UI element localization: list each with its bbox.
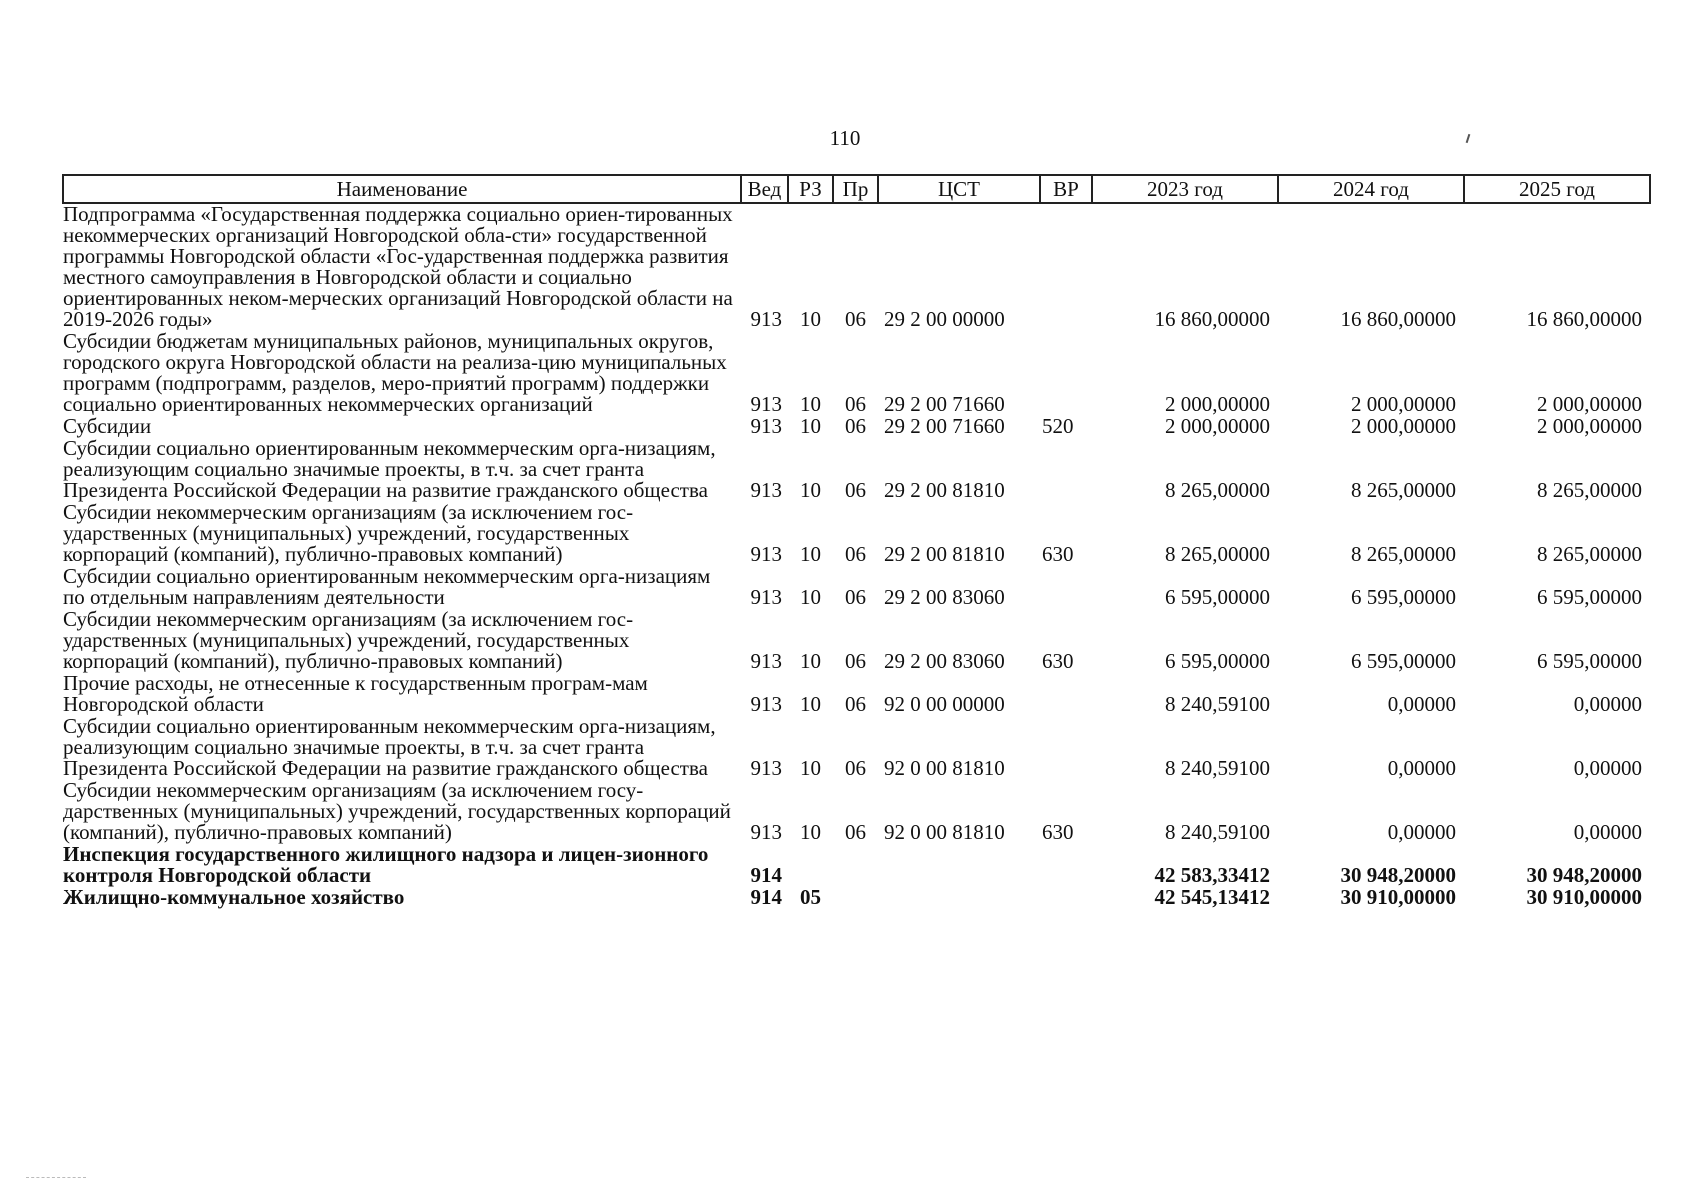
- cell-vr: 630: [1042, 542, 1074, 566]
- cell-vr: [1040, 438, 1092, 502]
- cell-name: Прочие расходы, не отнесенные к государственным програм-мам Новгородской области: [63, 671, 648, 716]
- cell-vr: 630: [1042, 820, 1074, 844]
- cell-rz: 10: [800, 756, 821, 780]
- cell-y2023: 42 583,33412: [1154, 863, 1270, 887]
- cell-ved: 913: [750, 649, 782, 673]
- cell-rz: 10: [800, 307, 821, 331]
- cell-rz: 10: [800, 392, 821, 416]
- cell-y2024: 0,00000: [1387, 692, 1456, 716]
- cell-y2024: 30 910,00000: [1340, 885, 1456, 909]
- cell-rz: 10: [800, 414, 821, 438]
- cell-vr: [1040, 673, 1092, 716]
- cell-name: Субсидии: [63, 414, 152, 438]
- table-row: [63, 566, 1650, 609]
- cell-rz: 10: [800, 820, 821, 844]
- cell-vr: [1040, 844, 1092, 887]
- cell-pr: 06: [845, 478, 866, 502]
- cell-ved: 913: [750, 478, 782, 502]
- cell-rz: 10: [800, 542, 821, 566]
- scan-mark: [1466, 134, 1471, 143]
- cell-y2025: 0,00000: [1573, 820, 1642, 844]
- cell-name: Субсидии бюджетам муниципальных районов, муниципальных округов, городского округа Новгородской области на реализа-цию муниципальных программ (подпрограмм, разделов, меро-приятий программ) поддержки социально ориентированных некоммерческих организаций: [63, 329, 727, 416]
- cell-y2024: 2 000,00000: [1351, 392, 1456, 416]
- cell-y2024: 6 595,00000: [1351, 649, 1456, 673]
- cell-y2024: 0,00000: [1387, 756, 1456, 780]
- cell-y2024: 2 000,00000: [1351, 414, 1456, 438]
- table-row: [63, 887, 1650, 909]
- cell-ved: 913: [750, 542, 782, 566]
- cell-y2025: 0,00000: [1573, 692, 1642, 716]
- cell-vr: [1040, 887, 1092, 909]
- cell-rz: 05: [800, 885, 821, 909]
- cell-cst: 92 0 00 81810: [884, 820, 1005, 844]
- cell-y2024: 8 265,00000: [1351, 478, 1456, 502]
- cell-vr: [1040, 566, 1092, 609]
- cell-pr: [833, 844, 878, 887]
- cell-cst: 29 2 00 83060: [884, 649, 1005, 673]
- cell-ved: 914: [750, 885, 782, 909]
- cell-ved: 913: [750, 307, 782, 331]
- cell-y2025: 0,00000: [1573, 756, 1642, 780]
- cell-pr: 06: [845, 392, 866, 416]
- cell-pr: 06: [845, 585, 866, 609]
- header-2024: 2024 год: [1278, 175, 1464, 203]
- cell-pr: 06: [845, 756, 866, 780]
- cell-vr: [1040, 716, 1092, 780]
- cell-y2025: 2 000,00000: [1537, 392, 1642, 416]
- cell-y2025: 30 910,00000: [1526, 885, 1642, 909]
- cell-name: Жилищно-коммунальное хозяйство: [63, 885, 405, 909]
- header-2025: 2025 год: [1464, 175, 1650, 203]
- header-ved: Вед: [741, 175, 788, 203]
- cell-y2024: 8 265,00000: [1351, 542, 1456, 566]
- cell-ved: 913: [750, 414, 782, 438]
- cell-name: Субсидии некоммерческим организациям (за исключением гос-ударственных (муниципальных) учреждений, государственных корпораций (компаний), публично-правовых компаний): [63, 607, 634, 673]
- cell-ved: 913: [750, 692, 782, 716]
- cell-cst: 29 2 00 71660: [884, 414, 1005, 438]
- cell-cst: 29 2 00 00000: [884, 307, 1005, 331]
- cell-cst: [878, 887, 1040, 909]
- cell-name: Субсидии социально ориентированным некоммерческим орга-низациям, реализующим социально значимые проекты, в т.ч. за счет гранта Президента Российской Федерации на развитие гражданского общества: [63, 714, 716, 780]
- cell-y2025: 16 860,00000: [1526, 307, 1642, 331]
- cell-y2023: 8 240,59100: [1165, 692, 1270, 716]
- footer-rule: [26, 1177, 86, 1178]
- cell-name: Субсидии некоммерческим организациям (за исключением госу-дарственных (муниципальных) учреждений, государственных корпораций (компаний), публично-правовых компаний): [63, 778, 731, 844]
- cell-y2023: 6 595,00000: [1165, 585, 1270, 609]
- cell-pr: 06: [845, 414, 866, 438]
- cell-vr: [1040, 331, 1092, 416]
- cell-cst: 29 2 00 83060: [884, 585, 1005, 609]
- cell-ved: 913: [750, 392, 782, 416]
- cell-y2025: 8 265,00000: [1537, 542, 1642, 566]
- table-body: [63, 203, 1650, 909]
- cell-y2025: 2 000,00000: [1537, 414, 1642, 438]
- cell-vr: 630: [1042, 649, 1074, 673]
- cell-y2025: 6 595,00000: [1537, 649, 1642, 673]
- cell-y2024: 6 595,00000: [1351, 585, 1456, 609]
- table-row: [63, 203, 1650, 331]
- cell-y2023: 2 000,00000: [1165, 392, 1270, 416]
- cell-cst: 92 0 00 00000: [884, 692, 1005, 716]
- cell-y2023: 6 595,00000: [1165, 649, 1270, 673]
- cell-cst: 29 2 00 81810: [884, 542, 1005, 566]
- header-cst: ЦСТ: [878, 175, 1040, 203]
- cell-vr: [1040, 203, 1092, 331]
- cell-name: Подпрограмма «Государственная поддержка социально ориен-тированных некоммерческих организаций Новгородской обла-сти» государственной программы Новгородской области «Гос-ударственная поддержка развития местного самоуправления в Новгородской области и социально ориентированных неком-мерческих организаций Новгородской области на 2019-2026 годы»: [63, 202, 733, 331]
- budget-table: [62, 174, 1651, 909]
- cell-pr: 06: [845, 307, 866, 331]
- cell-ved: 913: [750, 585, 782, 609]
- cell-pr: 06: [845, 692, 866, 716]
- table-row: [63, 844, 1650, 887]
- cell-y2024: 16 860,00000: [1340, 307, 1456, 331]
- cell-cst: 29 2 00 71660: [884, 392, 1005, 416]
- cell-y2023: 2 000,00000: [1165, 414, 1270, 438]
- cell-name: Субсидии некоммерческим организациям (за исключением гос-ударственных (муниципальных) учреждений, государственных корпораций (компаний), публично-правовых компаний): [63, 500, 634, 566]
- cell-y2023: 8 265,00000: [1165, 478, 1270, 502]
- table-header-row: [63, 175, 1650, 203]
- cell-vr: 520: [1042, 414, 1074, 438]
- cell-ved: 913: [750, 756, 782, 780]
- cell-y2024: 0,00000: [1387, 820, 1456, 844]
- cell-y2023: 42 545,13412: [1154, 885, 1270, 909]
- cell-name: Субсидии социально ориентированным некоммерческим орга-низациям, реализующим социально значимые проекты, в т.ч. за счет гранта Президента Российской Федерации на развитие гражданского общества: [63, 436, 716, 502]
- header-name: Наименование: [63, 175, 741, 203]
- cell-y2023: 8 240,59100: [1165, 756, 1270, 780]
- table-row: [63, 716, 1650, 780]
- cell-y2025: 30 948,20000: [1526, 863, 1642, 887]
- cell-name: Инспекция государственного жилищного надзора и лицен-зионного контроля Новгородской области: [63, 842, 709, 887]
- cell-pr: 06: [845, 820, 866, 844]
- cell-ved: 913: [750, 820, 782, 844]
- cell-name: Субсидии социально ориентированным некоммерческим орга-низациям по отдельным направлениям деятельности: [63, 564, 711, 609]
- header-vr: ВР: [1040, 175, 1092, 203]
- cell-rz: 10: [800, 585, 821, 609]
- page-number: 110: [829, 126, 861, 150]
- cell-cst: 92 0 00 81810: [884, 756, 1005, 780]
- header-pr: Пр: [833, 175, 878, 203]
- header-rz: РЗ: [788, 175, 833, 203]
- header-2023: 2023 год: [1092, 175, 1278, 203]
- cell-ved: 914: [750, 863, 782, 887]
- table-row: [63, 609, 1650, 673]
- cell-y2023: 8 240,59100: [1165, 820, 1270, 844]
- cell-y2024: 30 948,20000: [1340, 863, 1456, 887]
- table-row: [63, 416, 1650, 438]
- table-row: [63, 673, 1650, 716]
- cell-y2025: 6 595,00000: [1537, 585, 1642, 609]
- table-row: [63, 502, 1650, 566]
- cell-rz: 10: [800, 478, 821, 502]
- cell-rz: 10: [800, 649, 821, 673]
- cell-y2023: 16 860,00000: [1154, 307, 1270, 331]
- cell-pr: [833, 887, 878, 909]
- cell-cst: 29 2 00 81810: [884, 478, 1005, 502]
- cell-pr: 06: [845, 649, 866, 673]
- table-row: [63, 780, 1650, 844]
- table-row: [63, 331, 1650, 416]
- table-row: [63, 438, 1650, 502]
- cell-y2023: 8 265,00000: [1165, 542, 1270, 566]
- cell-pr: 06: [845, 542, 866, 566]
- cell-rz: 10: [800, 692, 821, 716]
- cell-y2025: 8 265,00000: [1537, 478, 1642, 502]
- cell-cst: [878, 844, 1040, 887]
- cell-rz: [788, 844, 833, 887]
